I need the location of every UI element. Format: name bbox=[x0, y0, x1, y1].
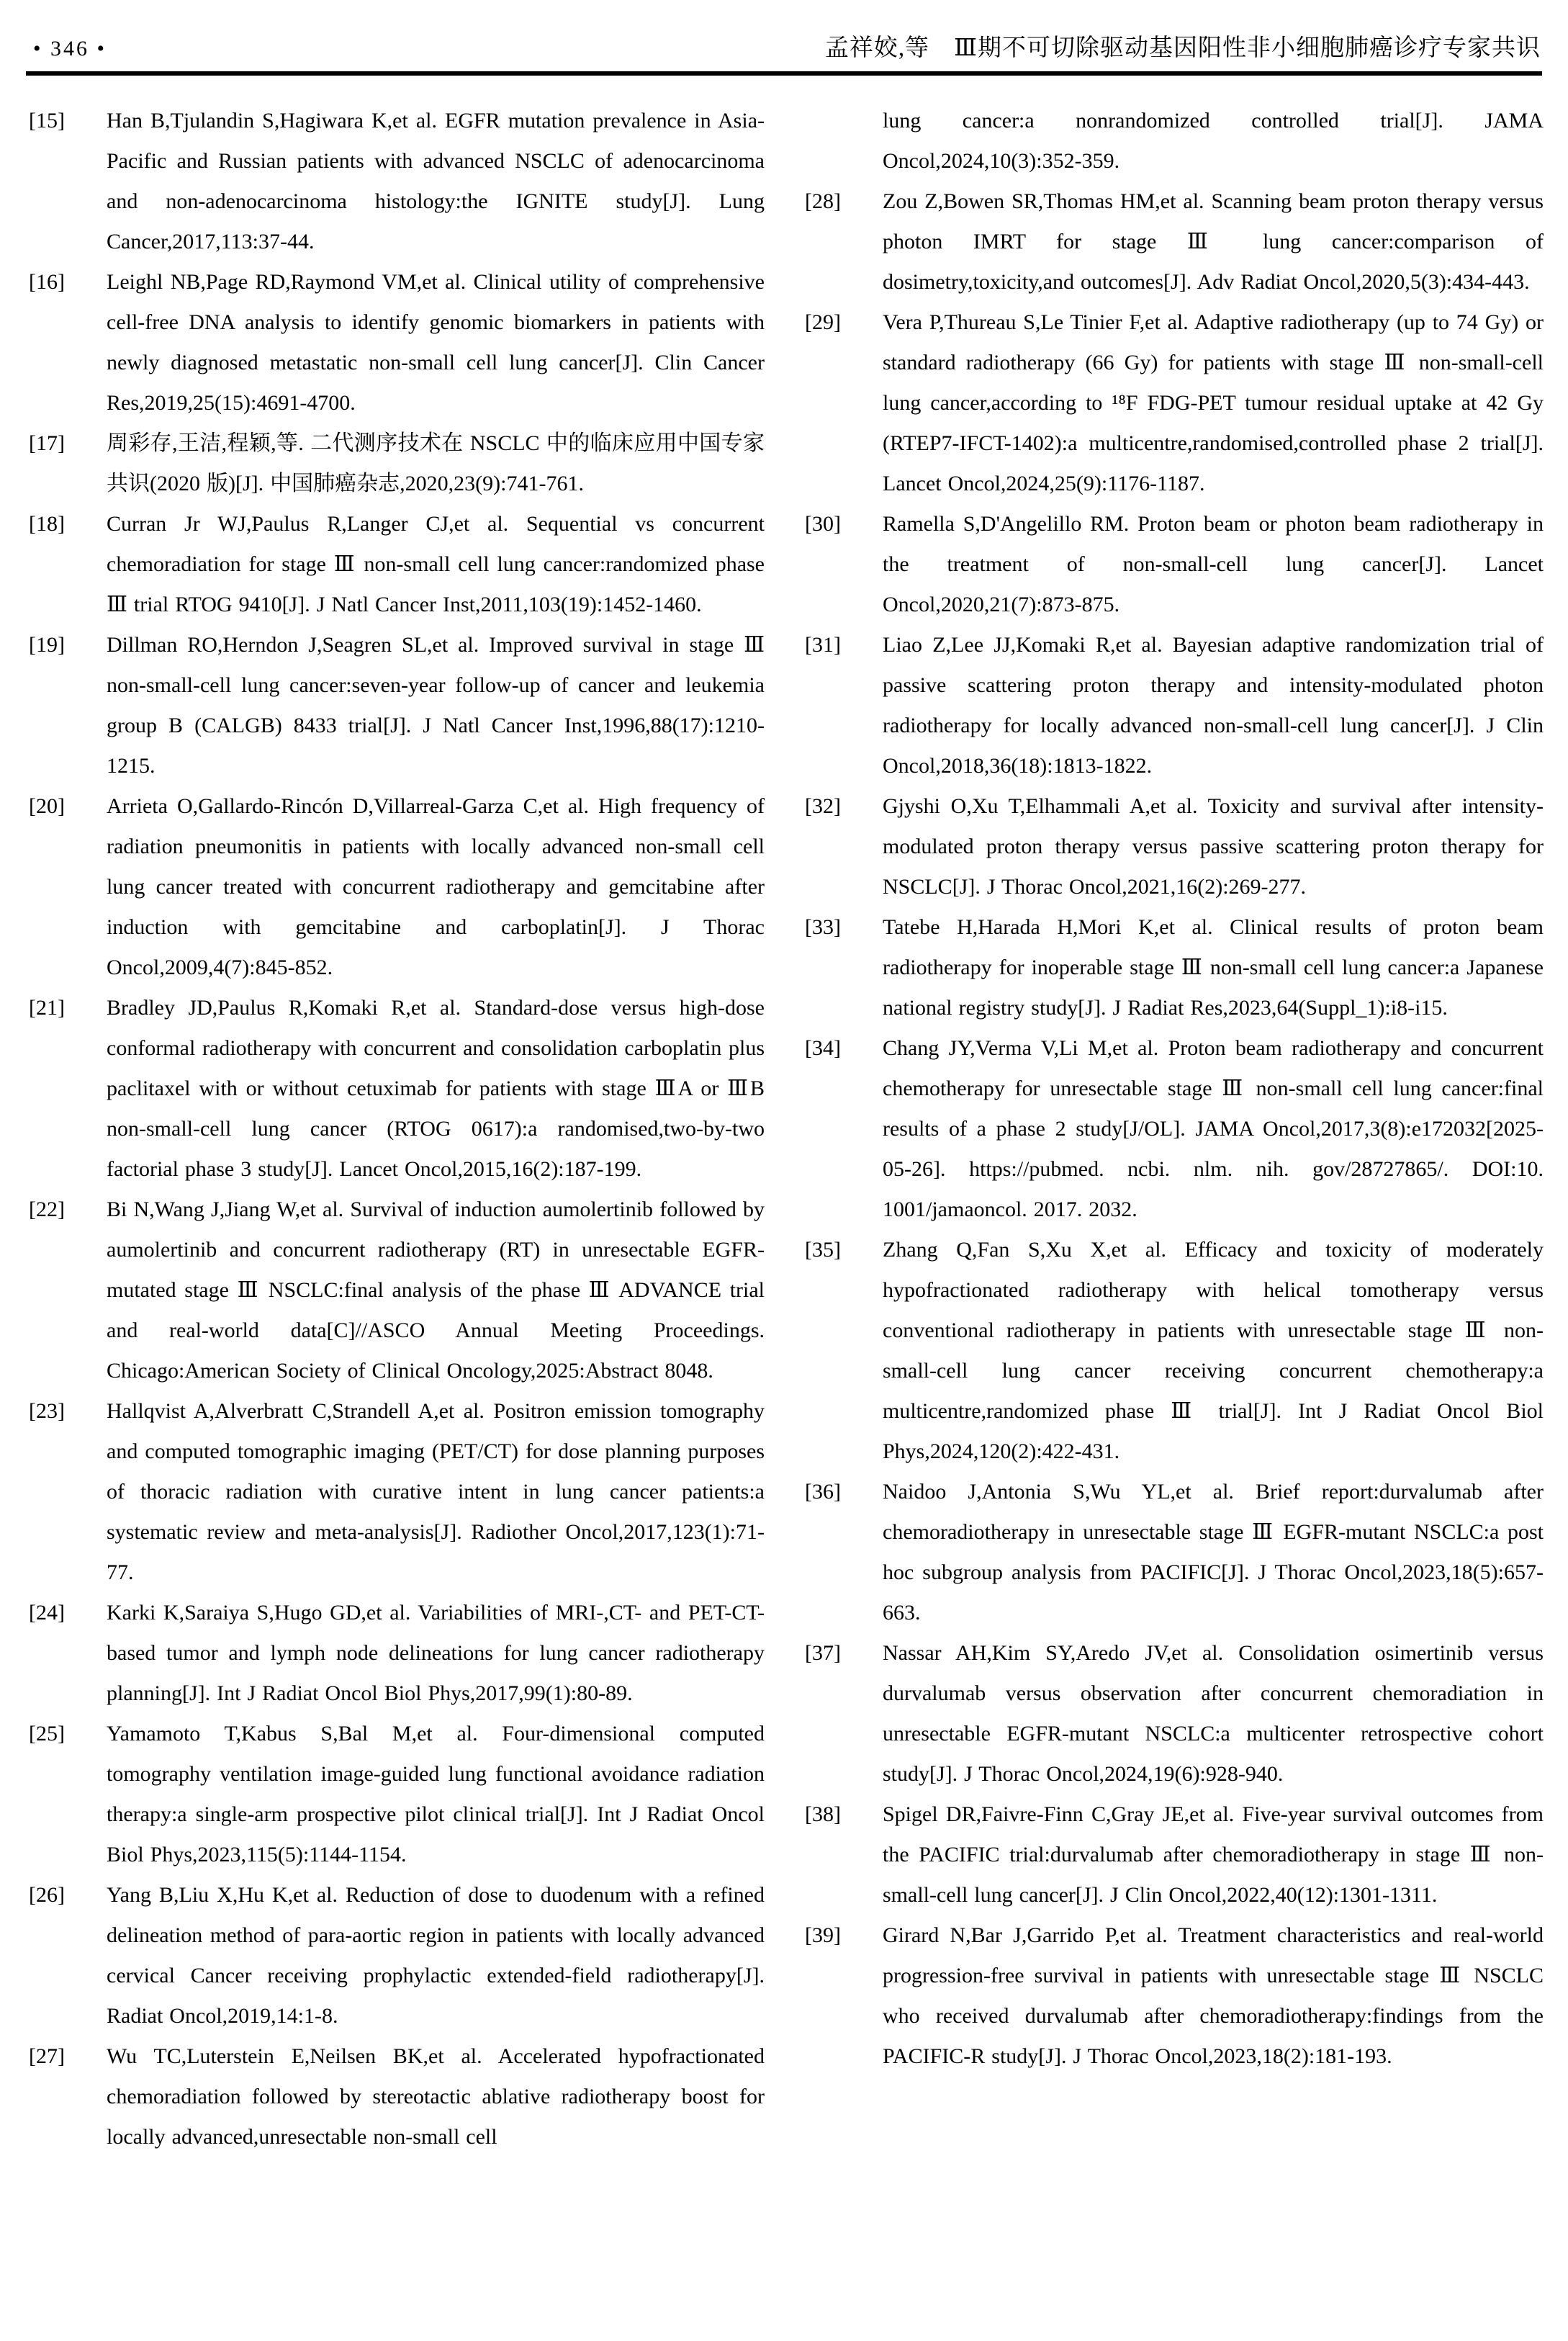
reference-number: [22] bbox=[29, 1198, 65, 1221]
reference-item bbox=[805, 1230, 1544, 1472]
reference-text: Yamamoto T,Kabus S,Bal M,et al. Four-dimensional computed tomography ventilation image-guided lung functional avoidance radiation therapy:a single-arm prospective pilot clinical trial[J]. Int J Radiat Oncol Biol Phys,2023,115(5):1144-1154. bbox=[107, 1722, 765, 1866]
reference-text: Nassar AH,Kim SY,Aredo JV,et al. Consolidation osimertinib versus durvalumab versus observation after concurrent chemoradiation in unresectable EGFR-mutant NSCLC:a multicenter retrospective cohort study[J]. J Thorac Oncol,2024,19(6):928-940. bbox=[883, 1641, 1544, 1786]
reference-number: [34] bbox=[805, 1036, 841, 1060]
reference-number: [18] bbox=[29, 512, 65, 536]
reference-item bbox=[29, 262, 765, 423]
reference-number: [39] bbox=[805, 1923, 841, 1947]
reference-number: [29] bbox=[805, 310, 841, 334]
references-column-right bbox=[805, 101, 1544, 2157]
reference-item bbox=[805, 302, 1544, 504]
reference-number: [26] bbox=[29, 1883, 65, 1907]
running-title: 孟祥姣,等 Ⅲ期不可切除驱动基因阳性非小细胞肺癌诊疗专家共识 bbox=[824, 35, 1541, 61]
reference-text: Spigel DR,Faivre-Finn C,Gray JE,et al. Five-year survival outcomes from the PACIFIC trial:durvalumab after chemoradiotherapy in stage Ⅲ non-small-cell lung cancer[J]. J Clin Oncol,2022,40(12):1301-1311. bbox=[883, 1802, 1544, 1907]
reference-item bbox=[29, 504, 765, 625]
reference-item bbox=[29, 423, 765, 504]
reference-item bbox=[805, 1633, 1544, 1794]
reference-item bbox=[29, 625, 765, 786]
reference-item bbox=[29, 988, 765, 1190]
reference-item bbox=[805, 1915, 1544, 2077]
reference-item bbox=[29, 1875, 765, 2036]
reference-text: Han B,Tjulandin S,Hagiwara K,et al. EGFR mutation prevalence in Asia-Pacific and Russian patients with advanced NSCLC of adenocarcinoma and non-adenocarcinoma histology:the IGNITE study[J]. Lung Cancer,2017,113:37-44. bbox=[107, 109, 765, 253]
reference-number: [30] bbox=[805, 512, 841, 536]
reference-number: [38] bbox=[805, 1802, 841, 1826]
reference-number: [20] bbox=[29, 794, 65, 818]
reference-item bbox=[805, 1028, 1544, 1230]
reference-item bbox=[805, 907, 1544, 1028]
reference-number: [27] bbox=[29, 2044, 65, 2068]
reference-text: Tatebe H,Harada H,Mori K,et al. Clinical results of proton beam radiotherapy for inoperable stage Ⅲ non-small cell lung cancer:a Japanese national registry study[J]. J Radiat Res,2023,64(Suppl_1):i8-i15. bbox=[883, 915, 1544, 1020]
reference-item bbox=[29, 786, 765, 988]
reference-item bbox=[805, 181, 1544, 302]
reference-text: Leighl NB,Page RD,Raymond VM,et al. Clinical utility of comprehensive cell-free DNA analysis to identify genomic biomarkers in patients with newly diagnosed metastatic non-small cell lung cancer[J]. Clin Cancer Res,2019,25(15):4691-4700. bbox=[107, 270, 765, 415]
reference-item bbox=[805, 504, 1544, 625]
reference-text: Karki K,Saraiya S,Hugo GD,et al. Variabilities of MRI-,CT- and PET-CT-based tumor and lymph node delineations for lung cancer radiotherapy planning[J]. Int J Radiat Oncol Biol Phys,2017,99(1):80-89. bbox=[107, 1601, 765, 1705]
reference-number: [17] bbox=[29, 431, 65, 455]
reference-number: [33] bbox=[805, 915, 841, 939]
reference-text: Dillman RO,Herndon J,Seagren SL,et al. Improved survival in stage Ⅲ non-small-cell lung cancer:seven-year follow-up of cancer and leukemia group B (CALGB) 8433 trial[J]. J Natl Cancer Inst,1996,88(17):1210-1215. bbox=[107, 633, 765, 778]
reference-item bbox=[805, 1472, 1544, 1633]
reference-number: [32] bbox=[805, 794, 841, 818]
reference-item bbox=[29, 1391, 765, 1593]
reference-text: Vera P,Thureau S,Le Tinier F,et al. Adaptive radiotherapy (up to 74 Gy) or standard radiotherapy (66 Gy) for patients with stage Ⅲ non-small-cell lung cancer,according to ¹⁸F FDG-PET tumour residual uptake at 42 Gy (RTEP7-IFCT-1402):a multicentre,randomised,controlled phase 2 trial[J]. Lancet Oncol,2024,25(9):1176-1187. bbox=[883, 310, 1544, 495]
reference-item bbox=[805, 1794, 1544, 1915]
references-section bbox=[29, 101, 1544, 2157]
reference-text: Naidoo J,Antonia S,Wu YL,et al. Brief report:durvalumab after chemoradiotherapy in unresectable stage Ⅲ EGFR-mutant NSCLC:a post hoc subgroup analysis from PACIFIC[J]. J Thorac Oncol,2023,18(5):657-663. bbox=[883, 1480, 1544, 1625]
reference-text: Arrieta O,Gallardo-Rincón D,Villarreal-Garza C,et al. High frequency of radiation pneumonitis in patients with locally advanced non-small cell lung cancer treated with concurrent radiotherapy and gemcitabine after induction with gemcitabine and carboplatin[J]. J Thorac Oncol,2009,4(7):845-852. bbox=[107, 794, 765, 979]
reference-number: [25] bbox=[29, 1722, 65, 1745]
reference-number: [24] bbox=[29, 1601, 65, 1625]
reference-text: Bi N,Wang J,Jiang W,et al. Survival of induction aumolertinib followed by aumolertinib and concurrent radiotherapy (RT) in unresectable EGFR-mutated stage Ⅲ NSCLC:final analysis of the phase Ⅲ ADVANCE trial and real-world data[C]//ASCO Annual Meeting Proceedings. Chicago:American Society of Clinical Oncology,2025:Abstract 8048. bbox=[107, 1198, 765, 1383]
reference-number: [15] bbox=[29, 109, 65, 132]
page-header bbox=[33, 29, 1541, 63]
reference-number: [31] bbox=[805, 633, 841, 657]
reference-number: [16] bbox=[29, 270, 65, 294]
header-rule bbox=[26, 71, 1542, 76]
reference-text: Chang JY,Verma V,Li M,et al. Proton beam radiotherapy and concurrent chemotherapy for unresectable stage Ⅲ non-small cell lung cancer:final results of a phase 2 study[J/OL]. JAMA Oncol,2017,3(8):e172032[2025-05-26]. https://pubmed. ncbi. nlm. nih. gov/28727865/. DOI:10. 1001/jamaoncol. 2017. 2032. bbox=[883, 1036, 1544, 1221]
references-column-left bbox=[29, 101, 765, 2157]
reference-text: Liao Z,Lee JJ,Komaki R,et al. Bayesian adaptive randomization trial of passive scattering proton therapy and intensity-modulated photon radiotherapy for locally advanced non-small-cell lung cancer[J]. J Clin Oncol,2018,36(18):1813-1822. bbox=[883, 633, 1544, 778]
page-number: • 346 • bbox=[33, 37, 107, 60]
reference-text: lung cancer:a nonrandomized controlled trial[J]. JAMA Oncol,2024,10(3):352-359. bbox=[883, 109, 1544, 173]
reference-number: [35] bbox=[805, 1238, 841, 1262]
reference-text: Girard N,Bar J,Garrido P,et al. Treatment characteristics and real-world progression-free survival in patients with unresectable stage Ⅲ NSCLC who received durvalumab after chemoradiotherapy:findings from the PACIFIC-R study[J]. J Thorac Oncol,2023,18(2):181-193. bbox=[883, 1923, 1544, 2068]
reference-text: 周彩存,王洁,程颖,等. 二代测序技术在 NSCLC 中的临床应用中国专家共识(2020 版)[J]. 中国肺癌杂志,2020,23(9):741-761. bbox=[107, 431, 765, 495]
reference-text: Wu TC,Luterstein E,Neilsen BK,et al. Accelerated hypofractionated chemoradiation followed by stereotactic ablative radiotherapy boost for locally advanced,unresectable non-small cell bbox=[107, 2044, 765, 2149]
reference-text: Curran Jr WJ,Paulus R,Langer CJ,et al. Sequential vs concurrent chemoradiation for stage Ⅲ non-small cell lung cancer:randomized phase Ⅲ trial RTOG 9410[J]. J Natl Cancer Inst,2011,103(19):1452-1460. bbox=[107, 512, 765, 616]
reference-text: Zou Z,Bowen SR,Thomas HM,et al. Scanning beam proton therapy versus photon IMRT for stage Ⅲ lung cancer:comparison of dosimetry,toxicity,and outcomes[J]. Adv Radiat Oncol,2020,5(3):434-443. bbox=[883, 189, 1544, 294]
reference-number: [36] bbox=[805, 1480, 841, 1504]
reference-item bbox=[29, 2036, 765, 2157]
reference-number: [21] bbox=[29, 996, 65, 1020]
reference-text: Zhang Q,Fan S,Xu X,et al. Efficacy and toxicity of moderately hypofractionated radiotherapy with helical tomotherapy versus conventional radiotherapy in patients with unresectable stage Ⅲ non-small-cell lung cancer receiving concurrent chemotherapy:a multicentre,randomized phase Ⅲ trial[J]. Int J Radiat Oncol Biol Phys,2024,120(2):422-431. bbox=[883, 1238, 1544, 1463]
reference-item-continuation bbox=[805, 101, 1544, 181]
reference-item bbox=[29, 1593, 765, 1714]
reference-text: Yang B,Liu X,Hu K,et al. Reduction of dose to duodenum with a refined delineation method of para-aortic region in patients with locally advanced cervical Cancer receiving prophylactic extended-field radiotherapy[J]. Radiat Oncol,2019,14:1-8. bbox=[107, 1883, 765, 2028]
reference-number: [37] bbox=[805, 1641, 841, 1665]
reference-number: [23] bbox=[29, 1399, 65, 1423]
reference-item bbox=[29, 101, 765, 262]
reference-item bbox=[29, 1714, 765, 1875]
reference-number: [19] bbox=[29, 633, 65, 657]
reference-text: Bradley JD,Paulus R,Komaki R,et al. Standard-dose versus high-dose conformal radiotherapy with concurrent and consolidation carboplatin plus paclitaxel with or without cetuximab for patients with stage ⅢA or ⅢB non-small-cell lung cancer (RTOG 0617):a randomised,two-by-two factorial phase 3 study[J]. Lancet Oncol,2015,16(2):187-199. bbox=[107, 996, 765, 1181]
reference-item bbox=[29, 1190, 765, 1391]
reference-item bbox=[805, 625, 1544, 786]
reference-item bbox=[805, 786, 1544, 907]
reference-text: Gjyshi O,Xu T,Elhammali A,et al. Toxicity and survival after intensity-modulated proton therapy versus passive scattering proton therapy for NSCLC[J]. J Thorac Oncol,2021,16(2):269-277. bbox=[883, 794, 1544, 899]
reference-text: Hallqvist A,Alverbratt C,Strandell A,et al. Positron emission tomography and computed tomographic imaging (PET/CT) for dose planning purposes of thoracic radiation with curative intent in lung cancer patients:a systematic review and meta-analysis[J]. Radiother Oncol,2017,123(1):71-77. bbox=[107, 1399, 765, 1584]
reference-text: Ramella S,D'Angelillo RM. Proton beam or photon beam radiotherapy in the treatment of non-small-cell lung cancer[J]. Lancet Oncol,2020,21(7):873-875. bbox=[883, 512, 1544, 616]
reference-number: [28] bbox=[805, 189, 841, 213]
